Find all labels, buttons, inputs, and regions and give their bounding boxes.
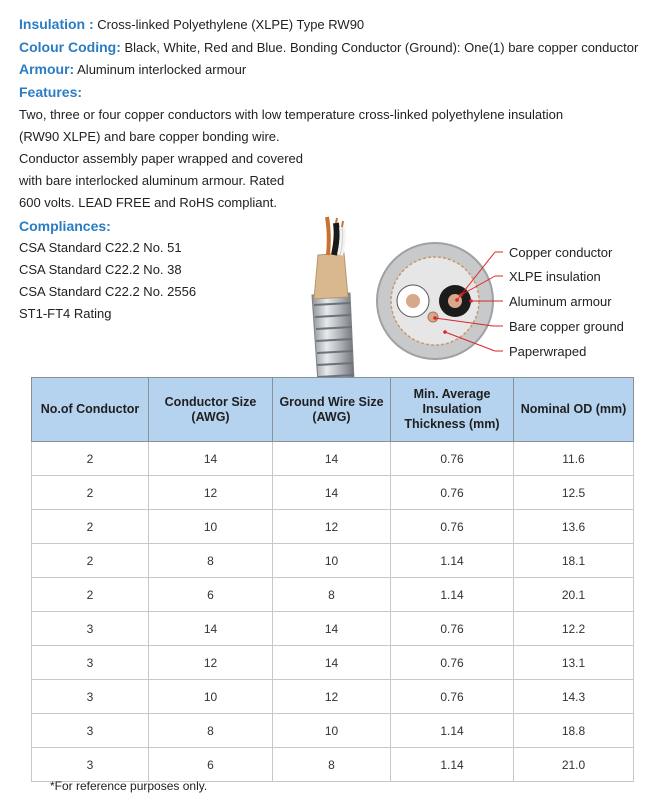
compliance-item: ST1-FT4 Rating [19,306,112,321]
insulation-label: Insulation : [19,16,94,32]
header-ground-wire-size: Ground Wire Size (AWG) [273,378,391,442]
table-cell: 0.76 [391,646,514,680]
table-cell: 0.76 [391,476,514,510]
table-cell: 10 [149,680,273,714]
table-cell: 2 [32,476,149,510]
armour-value: Aluminum interlocked armour [77,62,247,77]
table-row [32,544,634,578]
table-cell: 18.1 [514,544,634,578]
table-cell: 12.2 [514,612,634,646]
table-cell: 12.5 [514,476,634,510]
table-row [32,680,634,714]
table-cell: 14 [273,612,391,646]
table-cell: 14 [149,612,273,646]
features-line: 600 volts. LEAD FREE and RoHS compliant. [19,195,277,210]
compliances-title: Compliances: [19,218,111,234]
diagram-label: Copper conductor [509,245,613,260]
table-cell: 0.76 [391,442,514,476]
header-insulation-thickness: Min. Average Insulation Thickness (mm) [391,378,514,442]
compliance-item: CSA Standard C22.2 No. 38 [19,262,182,277]
table-cell: 3 [32,714,149,748]
table-cell: 0.76 [391,510,514,544]
header-nominal-od: Nominal OD (mm) [514,378,634,442]
features-line: Conductor assembly paper wrapped and covered [19,151,304,166]
diagram-label: Aluminum armour [509,294,612,309]
table-cell: 10 [273,714,391,748]
table-cell: 18.8 [514,714,634,748]
diagram-label: Paperwraped [509,344,587,359]
table-cell: 12 [149,476,273,510]
table-cell: 6 [149,748,273,782]
table-cell: 12 [273,680,391,714]
table-cell: 14 [273,646,391,680]
features-line: Two, three or four copper conductors with low temperature cross-linked polyethylene insulation [19,107,564,122]
table-cell: 1.14 [391,544,514,578]
table-cell: 1.14 [391,578,514,612]
armour-label: Armour: [19,61,75,77]
table-cell: 13.1 [514,646,634,680]
table-cell: 6 [149,578,273,612]
table-cell: 12 [149,646,273,680]
ground-conductor [428,312,438,322]
table-cell: 14 [273,476,391,510]
header-no-conductor: No.of Conductor [32,378,149,442]
cross-section-diagram [375,240,645,365]
table-cell: 14.3 [514,680,634,714]
table-cell: 2 [32,544,149,578]
features-title: Features: [19,84,83,100]
table-cell: 20.1 [514,578,634,612]
colour-coding-value: Black, White, Red and Blue. Bonding Conductor (Ground): One(1) bare copper conductor [124,40,639,55]
table-cell: 3 [32,612,149,646]
diagram-label: XLPE insulation [509,269,601,284]
table-cell: 8 [149,544,273,578]
colour-coding-spec [19,39,638,56]
table-cell: 2 [32,442,149,476]
table-cell: 12 [273,510,391,544]
armour-spec [19,61,246,78]
table-header-row [32,378,634,442]
table-cell: 3 [32,748,149,782]
table-cell: 14 [273,442,391,476]
table-row [32,510,634,544]
insulation-spec [19,16,364,33]
features-line: (RW90 XLPE) and bare copper bonding wire. [19,129,280,144]
footnote: *For reference purposes only. [50,779,208,793]
cable-spec-table [31,377,634,782]
compliance-item: CSA Standard C22.2 No. 2556 [19,284,197,299]
table-cell: 1.14 [391,714,514,748]
table-row [32,578,634,612]
table-cell: 13.6 [514,510,634,544]
cable-illustration [292,215,372,385]
header-conductor-size: Conductor Size (AWG) [149,378,273,442]
table-cell: 0.76 [391,680,514,714]
table-cell: 2 [32,578,149,612]
table-cell: 14 [149,442,273,476]
compliance-item: CSA Standard C22.2 No. 51 [19,240,182,255]
table-cell: 0.76 [391,612,514,646]
table-cell: 1.14 [391,748,514,782]
table-cell: 2 [32,510,149,544]
colour-coding-label: Colour Coding: [19,39,121,55]
table-row [32,714,634,748]
table-row [32,612,634,646]
table-cell: 8 [149,714,273,748]
table-cell: 21.0 [514,748,634,782]
table-row [32,748,634,782]
table-cell: 10 [273,544,391,578]
features-line: with bare interlocked aluminum armour. Rated [19,173,285,188]
insulation-value: Cross-linked Polyethylene (XLPE) Type RW90 [97,17,365,32]
table-row [32,442,634,476]
table-cell: 3 [32,646,149,680]
table-cell: 10 [149,510,273,544]
table-cell: 3 [32,680,149,714]
table-row [32,476,634,510]
table-cell: 11.6 [514,442,634,476]
table-cell: 8 [273,748,391,782]
table-row [32,646,634,680]
diagram-label: Bare copper ground [509,319,624,334]
table-cell: 8 [273,578,391,612]
